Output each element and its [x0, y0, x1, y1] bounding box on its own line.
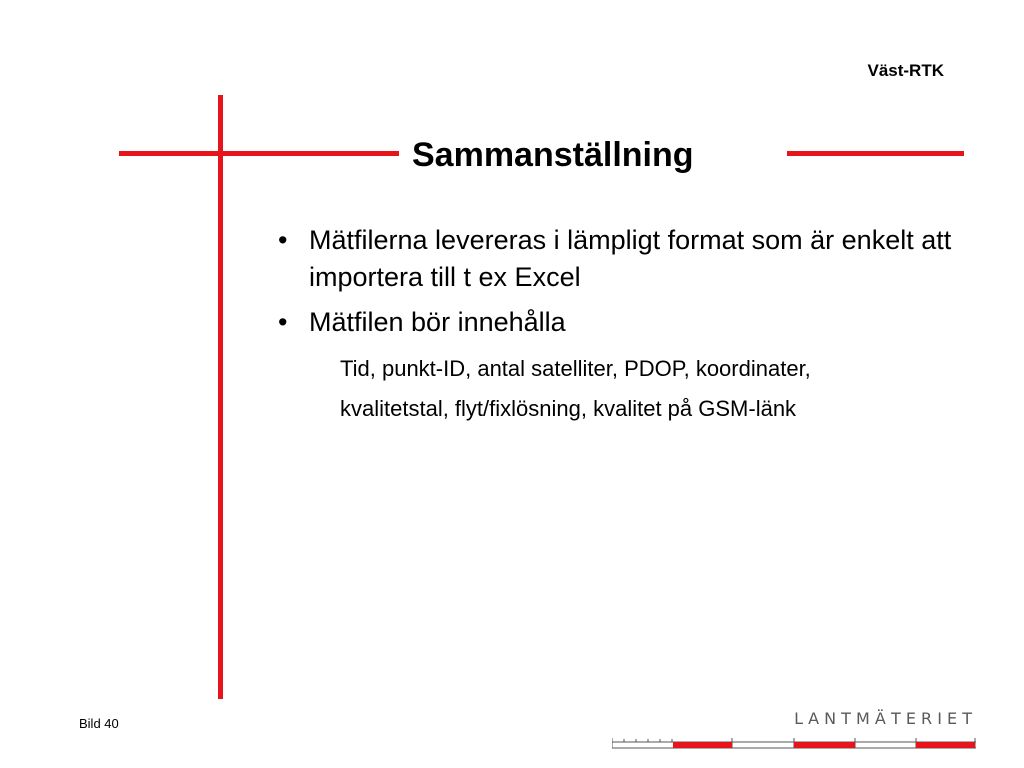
- header-label: Väst-RTK: [867, 61, 944, 80]
- bullet-dot-icon: •: [278, 225, 288, 255]
- bullet-text: Mätfilen bör innehålla: [309, 307, 566, 337]
- sub-item-line: Tid, punkt-ID, antal satelliter, PDOP, koordinater,: [340, 356, 811, 381]
- sub-item-line: kvalitetstal, flyt/fixlösning, kvalitet på GSM-länk: [340, 396, 797, 421]
- slide-number: Bild 40: [79, 716, 119, 731]
- bullet-text: Mätfilerna levereras i lämpligt format som är enkelt att importera till t ex Excel: [309, 225, 952, 292]
- red-vertical-rule: [218, 95, 223, 699]
- slide-content: [272, 222, 972, 429]
- logo-text: L A N T M Ä T E R I E T: [794, 709, 972, 728]
- red-horizontal-rule-left: [119, 151, 399, 156]
- bullet-dot-icon: •: [278, 307, 288, 337]
- red-horizontal-rule-right: [787, 151, 964, 156]
- lantmateriet-logo: [612, 706, 976, 750]
- bullet-item: [272, 304, 972, 341]
- slide-title: Sammanställning: [412, 136, 694, 174]
- bullet-item: [272, 222, 972, 296]
